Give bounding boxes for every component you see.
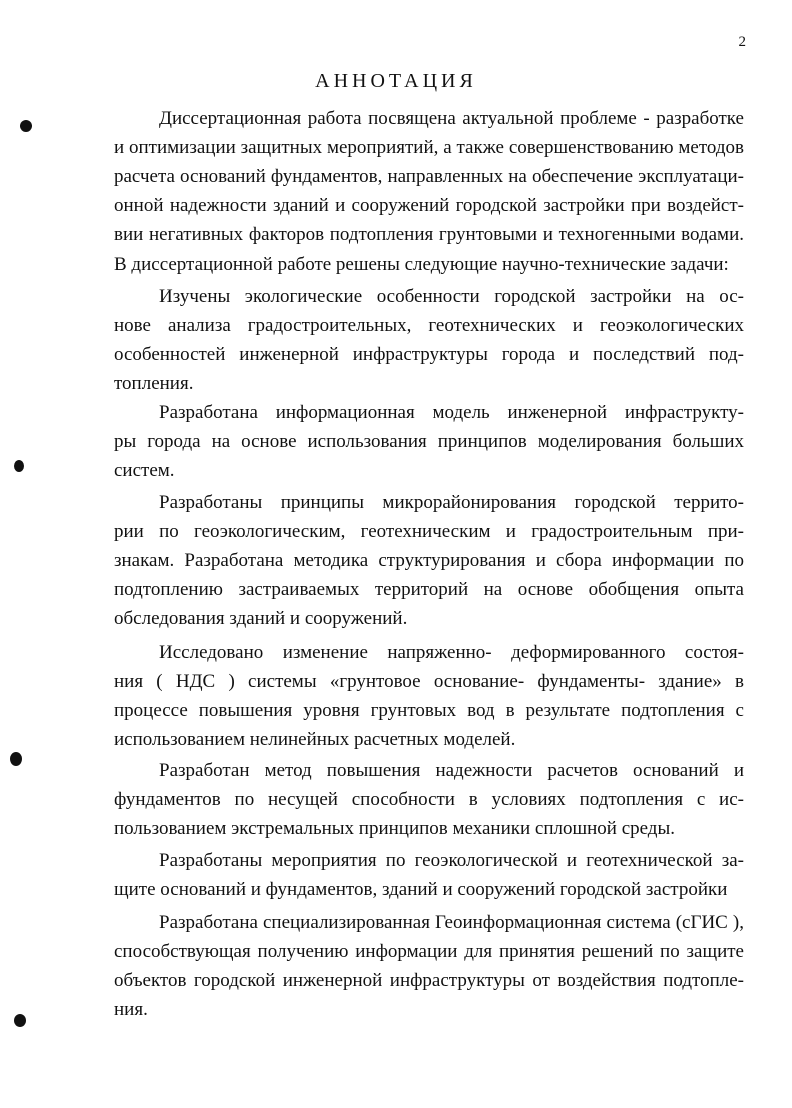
paragraph [114,104,744,249]
text-line: использованием нелинейных расчетных моделей. [114,729,516,750]
text-line: Разработаны принципы микрорайонирования городской террито- [159,492,744,513]
page-title: АННОТАЦИЯ [315,70,477,92]
text-line: ры города на основе использования принципов моделирования больших [114,431,744,452]
binding-hole-mark [20,120,32,132]
paragraph [114,250,744,279]
text-line: Диссертационная работа посвящена актуальной проблеме - разработке [159,108,744,129]
paragraph [114,638,744,754]
text-line: Изучены экологические особенности городской застройки на ос- [159,286,744,307]
text-line: обследования зданий и сооружений. [114,608,408,629]
binding-hole-mark [14,460,24,472]
text-line: онной надежности зданий и сооружений городской застройки при воздейст- [114,195,744,216]
binding-hole-mark [10,752,22,766]
paragraph [114,398,744,485]
text-line: щите оснований и фундаментов, зданий и сооружений городской застройки [114,879,728,900]
text-line: В диссертационной работе решены следующие научно-технические задачи: [114,254,729,275]
text-line: особенностей инженерной инфраструктуры города и последствий под- [114,344,744,365]
text-line: вии негативных факторов подтопления грунтовыми и техногенными водами. [114,224,744,245]
text-line: рии по геоэкологическим, геотехническим и градостроительным при- [114,521,744,542]
text-line: ния ( НДС ) системы «грунтовое основание- фундаменты- здание» в [114,671,744,692]
text-line: нове анализа градостроительных, геотехнических и геоэкологических [114,315,744,336]
text-line: процессе повышения уровня грунтовых вод в результате подтопления с [114,700,744,721]
text-line: топления. [114,373,194,394]
text-line: Разработан метод повышения надежности расчетов оснований и [159,760,744,781]
text-line: фундаментов по несущей способности в условиях подтопления с ис- [114,789,744,810]
text-line: Разработаны мероприятия по геоэкологической и геотехнической за- [159,850,744,871]
text-line: ния. [114,999,148,1020]
text-line: объектов городской инженерной инфраструктуры от воздействия подтопле- [114,970,744,991]
text-line: знакам. Разработана методика структурирования и сбора информации по [114,550,744,571]
text-line: Разработана информационная модель инженерной инфраструкту- [159,402,744,423]
text-line: и оптимизации защитных мероприятий, а также совершенствованию методов [114,137,744,158]
text-line: систем. [114,460,175,481]
paragraph [114,488,744,633]
text-line: расчета оснований фундаментов, направленных на обеспечение эксплуатаци- [114,166,744,187]
text-line: способствующая получению информации для принятия решений по защите [114,941,744,962]
paragraph [114,908,744,1024]
page-number: 2 [738,34,746,50]
paragraph [114,756,744,843]
text-line: Исследовано изменение напряженно- деформированного состоя- [159,642,744,663]
binding-hole-mark [14,1014,26,1027]
paragraph [114,846,744,904]
text-line: пользованием экстремальных принципов механики сплошной среды. [114,818,675,839]
paragraph [114,282,744,398]
text-line: подтоплению застраиваемых территорий на основе обобщения опыта [114,579,744,600]
text-line: Разработана специализированная Геоинформационная система (сГИС ), [159,912,744,933]
